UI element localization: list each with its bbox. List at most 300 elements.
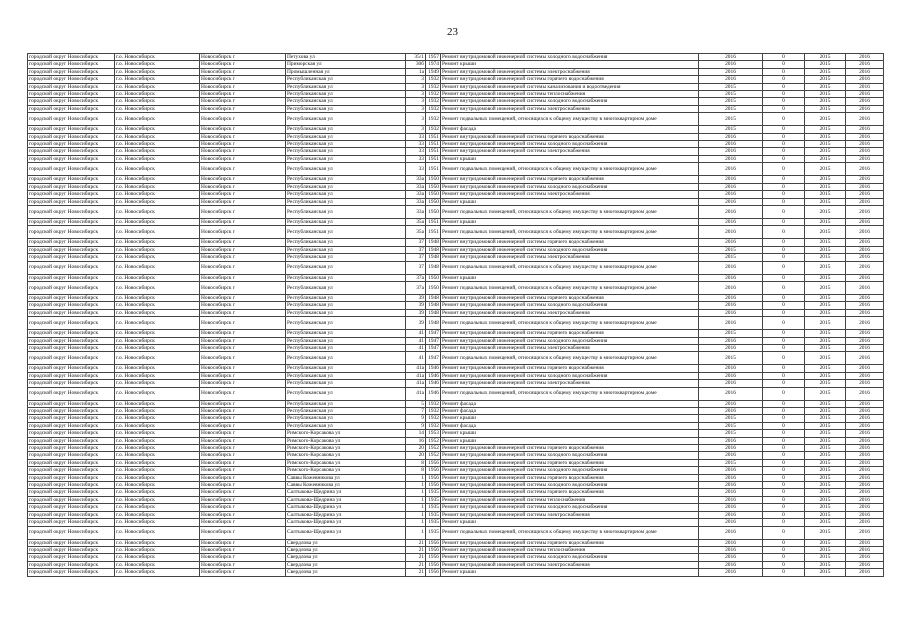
district-cell: г.о. Новосибирск [115,76,200,83]
district-cell: г.о. Новосибирск [115,54,200,61]
work-type-cell: Ремонт внутридомовой инженерной системы холодного водоснабжения [441,452,699,459]
period-end-cell: 2016 [846,226,884,239]
house-number-cell: 33 [406,163,426,176]
table-row [28,91,884,98]
plan-year-cell: 2016 [699,309,763,316]
municipality-cell: городской округ Новосибирск [28,519,115,526]
table-row [28,163,884,176]
municipality-cell: городской округ Новосибирск [28,352,115,365]
build-year-cell: 1935 [426,504,441,511]
build-year-cell: 1953 [426,430,441,437]
district-cell: г.о. Новосибирск [115,352,200,365]
work-type-cell: Ремонт внутридомовой инженерной системы электроснабжения [441,254,699,261]
period-end-cell: 2016 [846,218,884,225]
district-cell: г.о. Новосибирск [115,126,200,133]
work-type-cell: Ремонт внутридомовой инженерной системы горячего водоснабжения [441,294,699,301]
district-cell: г.о. Новосибирск [115,526,200,539]
period-end-cell: 2016 [846,148,884,155]
street-cell: Салтыкова-Щедрина ул [286,526,406,539]
city-cell: Новосибирск г [200,415,286,422]
build-year-cell: 1951 [426,155,441,162]
district-cell: г.о. Новосибирск [115,400,200,407]
period-end-cell: 2016 [846,387,884,400]
street-cell: Республиканская ул [286,400,406,407]
period-start-cell: 2015 [805,261,846,274]
cost-cell: 0 [763,400,805,407]
house-number-cell: 21 [406,569,426,576]
city-cell: Новосибирск г [200,569,286,576]
street-cell: Республиканская ул [286,309,406,316]
cost-cell: 0 [763,569,805,576]
house-number-cell: 1 [406,504,426,511]
plan-year-cell: 2016 [699,148,763,155]
city-cell: Новосибирск г [200,387,286,400]
period-start-cell: 2015 [805,496,846,503]
table-row [28,511,884,518]
period-end-cell: 2016 [846,176,884,183]
table-row [28,68,884,75]
municipality-cell: городской округ Новосибирск [28,569,115,576]
street-cell: Республиканская ул [286,126,406,133]
period-end-cell: 2016 [846,474,884,481]
period-start-cell: 2015 [805,205,846,218]
table-row [28,105,884,112]
work-type-cell: Ремонт внутридомовой инженерной системы горячего водоснабжения [441,459,699,466]
municipality-cell: городской округ Новосибирск [28,183,115,190]
municipality-cell: городской округ Новосибирск [28,68,115,75]
municipality-cell: городской округ Новосибирск [28,504,115,511]
table-row [28,54,884,61]
period-end-cell: 2016 [846,400,884,407]
plan-year-cell: 2016 [699,511,763,518]
district-cell: г.о. Новосибирск [115,467,200,474]
plan-year-cell: 2016 [699,294,763,301]
period-end-cell: 2016 [846,526,884,539]
plan-year-cell: 2015 [699,83,763,90]
cost-cell: 0 [763,98,805,105]
municipality-cell: городской округ Новосибирск [28,148,115,155]
street-cell: Республиканская ул [286,205,406,218]
house-number-cell: 16 [406,437,426,444]
build-year-cell: 1947 [426,337,441,344]
work-type-cell: Ремонт внутридомовой инженерной системы электроснабжения [441,511,699,518]
house-number-cell: 1 [406,496,426,503]
table-row [28,365,884,372]
street-cell: Республиканская ул [286,317,406,330]
city-cell: Новосибирск г [200,148,286,155]
build-year-cell: 1950 [426,191,441,198]
municipality-cell: городской округ Новосибирск [28,281,115,294]
plan-year-cell: 2016 [699,467,763,474]
district-cell: г.о. Новосибирск [115,430,200,437]
capital-repair-table [27,53,884,577]
cost-cell: 0 [763,452,805,459]
municipality-cell: городской округ Новосибирск [28,218,115,225]
cost-cell: 0 [763,254,805,261]
period-end-cell: 2016 [846,415,884,422]
plan-year-cell: 2015 [699,352,763,365]
table-row [28,482,884,489]
build-year-cell: 1951 [426,218,441,225]
table-row [28,191,884,198]
street-cell: Республиканская ул [286,91,406,98]
period-end-cell: 2016 [846,459,884,466]
street-cell: Салтыкова-Щедрина ул [286,519,406,526]
district-cell: г.о. Новосибирск [115,155,200,162]
city-cell: Новосибирск г [200,511,286,518]
city-cell: Новосибирск г [200,176,286,183]
work-type-cell: Ремонт внутридомовой инженерной системы холодного водоснабжения [441,141,699,148]
street-cell: Республиканская ул [286,254,406,261]
period-end-cell: 2016 [846,430,884,437]
table-row [28,352,884,365]
house-number-cell: 14 [406,430,426,437]
table-row [28,198,884,205]
period-end-cell: 2016 [846,554,884,561]
house-number-cell: 3 [406,126,426,133]
work-type-cell: Ремонт внутридомовой инженерной системы холодного водоснабжения [441,246,699,253]
cost-cell: 0 [763,526,805,539]
period-start-cell: 2015 [805,176,846,183]
table-row [28,569,884,576]
house-number-cell: 41а [406,372,426,379]
district-cell: г.о. Новосибирск [115,337,200,344]
house-number-cell: 33а [406,205,426,218]
build-year-cell: 1956 [426,474,441,481]
city-cell: Новосибирск г [200,430,286,437]
work-type-cell: Ремонт крыши [441,274,699,281]
plan-year-cell: 2016 [699,474,763,481]
cost-cell: 0 [763,246,805,253]
house-number-cell: 41а [406,387,426,400]
build-year-cell: 1932 [426,408,441,415]
period-start-cell: 2015 [805,554,846,561]
plan-year-cell: 2016 [699,317,763,330]
cost-cell: 0 [763,459,805,466]
plan-year-cell: 2016 [699,261,763,274]
table-row [28,430,884,437]
cost-cell: 0 [763,191,805,198]
house-number-cell: 21 [406,546,426,553]
city-cell: Новосибирск г [200,294,286,301]
period-end-cell: 2016 [846,437,884,444]
table-row [28,205,884,218]
work-type-cell: Ремонт внутридомовой инженерной системы холодного водоснабжения [441,54,699,61]
table-row [28,437,884,444]
cost-cell: 0 [763,183,805,190]
period-start-cell: 2015 [805,452,846,459]
street-cell: Республиканская ул [286,105,406,112]
work-type-cell: Ремонт подвальных помещений, относящихся к общему имуществу в многоквартирном доме [441,113,699,126]
street-cell: Приморская ул [286,61,406,68]
city-cell: Новосибирск г [200,546,286,553]
table-row [28,254,884,261]
plan-year-cell: 2015 [699,98,763,105]
district-cell: г.о. Новосибирск [115,183,200,190]
cost-cell: 0 [763,554,805,561]
district-cell: г.о. Новосибирск [115,91,200,98]
plan-year-cell: 2016 [699,489,763,496]
district-cell: г.о. Новосибирск [115,218,200,225]
city-cell: Новосибирск г [200,352,286,365]
period-start-cell: 2015 [805,482,846,489]
plan-year-cell: 2016 [699,61,763,68]
build-year-cell: 1948 [426,254,441,261]
street-cell: Республиканская ул [286,261,406,274]
work-type-cell: Ремонт внутридомовой инженерной системы электроснабжения [441,344,699,351]
city-cell: Новосибирск г [200,408,286,415]
house-number-cell: 7 [406,408,426,415]
house-number-cell: 41 [406,337,426,344]
city-cell: Новосибирск г [200,467,286,474]
street-cell: Петухова ул [286,54,406,61]
street-cell: Республиканская ул [286,281,406,294]
table-row [28,126,884,133]
work-type-cell: Ремонт внутридомовой инженерной системы теплоснабжения [441,496,699,503]
period-start-cell: 2015 [805,133,846,140]
period-start-cell: 2015 [805,198,846,205]
district-cell: г.о. Новосибирск [115,344,200,351]
city-cell: Новосибирск г [200,218,286,225]
period-start-cell: 2015 [805,519,846,526]
municipality-cell: городской округ Новосибирск [28,380,115,387]
table-row [28,330,884,337]
build-year-cell: 1956 [426,459,441,466]
build-year-cell: 1947 [426,330,441,337]
municipality-cell: городской округ Новосибирск [28,61,115,68]
plan-year-cell: 2015 [699,430,763,437]
municipality-cell: городской округ Новосибирск [28,261,115,274]
period-start-cell: 2015 [805,105,846,112]
table-row [28,380,884,387]
work-type-cell: Ремонт внутридомовой инженерной системы горячего водоснабжения [441,176,699,183]
street-cell: Республиканская ул [286,294,406,301]
city-cell: Новосибирск г [200,281,286,294]
district-cell: г.о. Новосибирск [115,504,200,511]
street-cell: Республиканская ул [286,83,406,90]
district-cell: г.о. Новосибирск [115,365,200,372]
municipality-cell: городской округ Новосибирск [28,526,115,539]
build-year-cell: 1974 [426,61,441,68]
district-cell: г.о. Новосибирск [115,459,200,466]
district-cell: г.о. Новосибирск [115,380,200,387]
work-type-cell: Ремонт подвальных помещений, относящихся к общему имуществу в многоквартирном доме [441,226,699,239]
period-end-cell: 2016 [846,519,884,526]
period-start-cell: 2015 [805,422,846,429]
municipality-cell: городской округ Новосибирск [28,246,115,253]
period-end-cell: 2016 [846,496,884,503]
period-end-cell: 2016 [846,489,884,496]
city-cell: Новосибирск г [200,400,286,407]
cost-cell: 0 [763,352,805,365]
house-number-cell: 35а [406,218,426,225]
cost-cell: 0 [763,76,805,83]
cost-cell: 0 [763,294,805,301]
house-number-cell: 33а [406,176,426,183]
period-start-cell: 2015 [805,155,846,162]
plan-year-cell: 2016 [699,539,763,546]
cost-cell: 0 [763,445,805,452]
municipality-cell: городской округ Новосибирск [28,445,115,452]
build-year-cell: 1956 [426,569,441,576]
period-start-cell: 2015 [805,437,846,444]
municipality-cell: городской округ Новосибирск [28,430,115,437]
period-end-cell: 2016 [846,198,884,205]
cost-cell: 0 [763,83,805,90]
house-number-cell: 3 [406,83,426,90]
table-row [28,489,884,496]
municipality-cell: городской округ Новосибирск [28,482,115,489]
build-year-cell: 1950 [426,205,441,218]
house-number-cell: 39 [406,302,426,309]
work-type-cell: Ремонт внутридомовой инженерной системы электроснабжения [441,309,699,316]
plan-year-cell: 2015 [699,126,763,133]
house-number-cell: 33а [406,191,426,198]
district-cell: г.о. Новосибирск [115,309,200,316]
street-cell: Республиканская ул [286,415,406,422]
municipality-cell: городской округ Новосибирск [28,459,115,466]
period-end-cell: 2016 [846,511,884,518]
municipality-cell: городской округ Новосибирск [28,141,115,148]
table-row [28,61,884,68]
city-cell: Новосибирск г [200,380,286,387]
build-year-cell: 1948 [426,294,441,301]
house-number-cell: 33 [406,148,426,155]
table-row [28,261,884,274]
period-start-cell: 2015 [805,344,846,351]
period-start-cell: 2015 [805,61,846,68]
work-type-cell: Ремонт внутридомовой инженерной системы электроснабжения [441,561,699,568]
period-end-cell: 2016 [846,539,884,546]
period-end-cell: 2016 [846,344,884,351]
municipality-cell: городской округ Новосибирск [28,83,115,90]
house-number-cell: 20 [406,452,426,459]
build-year-cell: 1935 [426,511,441,518]
period-start-cell: 2015 [805,98,846,105]
plan-year-cell: 2016 [699,176,763,183]
municipality-cell: городской округ Новосибирск [28,126,115,133]
cost-cell: 0 [763,61,805,68]
period-end-cell: 2016 [846,294,884,301]
district-cell: г.о. Новосибирск [115,317,200,330]
build-year-cell: 1946 [426,380,441,387]
plan-year-cell: 2016 [699,526,763,539]
street-cell: Римского-Корсакова ул [286,452,406,459]
city-cell: Новосибирск г [200,459,286,466]
city-cell: Новосибирск г [200,372,286,379]
city-cell: Новосибирск г [200,91,286,98]
city-cell: Новосибирск г [200,61,286,68]
house-number-cell: 41 [406,344,426,351]
work-type-cell: Ремонт внутридомовой инженерной системы электроснабжения [441,68,699,75]
district-cell: г.о. Новосибирск [115,205,200,218]
municipality-cell: городской округ Новосибирск [28,294,115,301]
city-cell: Новосибирск г [200,261,286,274]
plan-year-cell: 2016 [699,205,763,218]
district-cell: г.о. Новосибирск [115,239,200,246]
city-cell: Новосибирск г [200,539,286,546]
street-cell: Свердлова ул [286,569,406,576]
table-row [28,496,884,503]
house-number-cell: 1 [406,474,426,481]
period-end-cell: 2016 [846,445,884,452]
period-start-cell: 2015 [805,281,846,294]
table-row [28,309,884,316]
build-year-cell: 1956 [426,539,441,546]
period-end-cell: 2016 [846,422,884,429]
cost-cell: 0 [763,198,805,205]
cost-cell: 0 [763,141,805,148]
municipality-cell: городской округ Новосибирск [28,302,115,309]
house-number-cell: 41а [406,365,426,372]
period-end-cell: 2016 [846,205,884,218]
build-year-cell: 1932 [426,91,441,98]
period-start-cell: 2015 [805,91,846,98]
build-year-cell: 1932 [426,105,441,112]
municipality-cell: городской округ Новосибирск [28,226,115,239]
city-cell: Новосибирск г [200,105,286,112]
build-year-cell: 1950 [426,281,441,294]
work-type-cell: Ремонт подвальных помещений, относящихся к общему имуществу в многоквартирном доме [441,387,699,400]
period-start-cell: 2015 [805,76,846,83]
plan-year-cell: 2016 [699,519,763,526]
work-type-cell: Ремонт внутридомовой инженерной системы холодного водоснабжения [441,482,699,489]
house-number-cell: 8 [406,467,426,474]
street-cell: Промышленная ул [286,68,406,75]
house-number-cell: 21 [406,561,426,568]
period-start-cell: 2015 [805,54,846,61]
house-number-cell: 20 [406,445,426,452]
work-type-cell: Ремонт внутридомовой инженерной системы теплоснабжения [441,91,699,98]
work-type-cell: Ремонт внутридомовой инженерной системы горячего водоснабжения [441,330,699,337]
period-end-cell: 2016 [846,274,884,281]
city-cell: Новосибирск г [200,337,286,344]
street-cell: Республиканская ул [286,155,406,162]
build-year-cell: 1956 [426,546,441,553]
district-cell: г.о. Новосибирск [115,281,200,294]
district-cell: г.о. Новосибирск [115,191,200,198]
city-cell: Новосибирск г [200,83,286,90]
table-row [28,519,884,526]
work-type-cell: Ремонт крыши [441,198,699,205]
house-number-cell: 1 [406,511,426,518]
work-type-cell: Ремонт крыши [441,218,699,225]
municipality-cell: городской округ Новосибирск [28,76,115,83]
table-row [28,226,884,239]
period-start-cell: 2015 [805,474,846,481]
period-end-cell: 2016 [846,467,884,474]
period-end-cell: 2016 [846,569,884,576]
city-cell: Новосибирск г [200,519,286,526]
district-cell: г.о. Новосибирск [115,133,200,140]
build-year-cell: 1932 [426,400,441,407]
city-cell: Новосибирск г [200,445,286,452]
city-cell: Новосибирск г [200,274,286,281]
work-type-cell: Ремонт крыши [441,155,699,162]
work-type-cell: Ремонт внутридомовой инженерной системы холодного водоснабжения [441,98,699,105]
work-type-cell: Ремонт подвальных помещений, относящихся к общему имуществу в многоквартирном доме [441,163,699,176]
house-number-cell: 39 [406,309,426,316]
plan-year-cell: 2016 [699,400,763,407]
district-cell: г.о. Новосибирск [115,422,200,429]
period-start-cell: 2015 [805,126,846,133]
plan-year-cell: 2016 [699,408,763,415]
cost-cell: 0 [763,437,805,444]
build-year-cell: 1956 [426,482,441,489]
house-number-cell: 33 [406,155,426,162]
cost-cell: 0 [763,372,805,379]
period-start-cell: 2015 [805,415,846,422]
